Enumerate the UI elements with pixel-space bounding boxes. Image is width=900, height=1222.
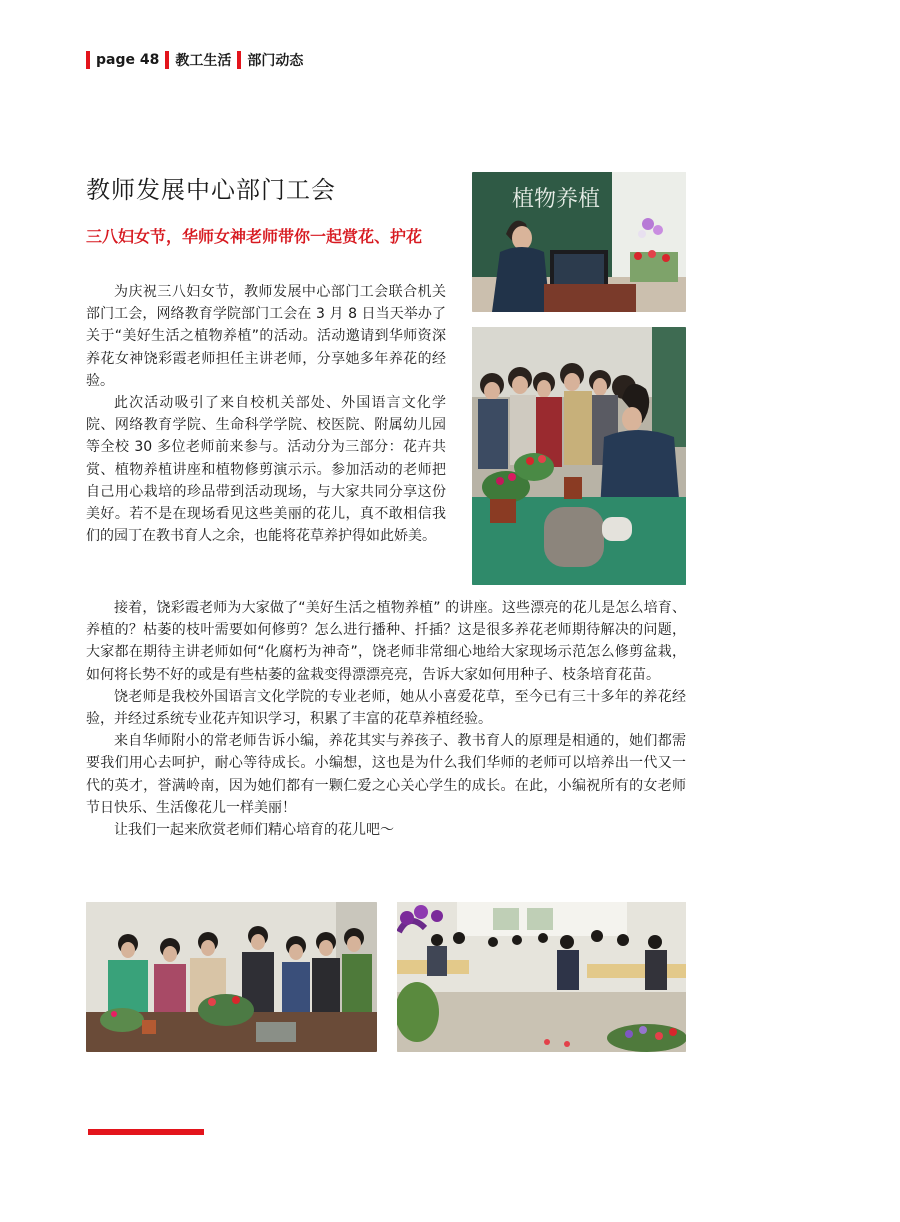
article-title: 教师发展中心部门工会 (86, 176, 336, 204)
paragraph: 此次活动吸引了来自校机关部处、外国语言文化学院、网络教育学院、生命科学学院、校医院、附属幼儿园等全校 30 多位老师前来参与。活动分为三部分：花卉共赏、植物养植讲座和植物修剪演示示。参加活动的老师把自己用心栽培的珍品带到活动现场，与大家共同分享这份美好。若不是在现场看见这些美丽的花儿，真不敢相信我们的园丁在教书育人之余，也能将花草养护得如此娇美。 (86, 395, 446, 545)
photo-group-illustration (86, 902, 377, 1052)
section-label: 教工生活 (175, 53, 232, 69)
article-body-narrow (86, 281, 446, 547)
photo-pruning-demo (472, 327, 686, 585)
paragraph: 让我们一起来欣赏老师们精心培育的花儿吧～ (114, 822, 394, 839)
paragraph: 为庆祝三八妇女节，教师发展中心部门工会联合机关部门工会，网络教育学院部门工会在 3 月 8 日当天举办了关于“美好生活之植物养植”的活动。活动邀请到华师资深养花女神饶彩霞老师担任主讲老师，分享她多年养花的经验。 (86, 284, 446, 389)
header-bar (237, 51, 241, 69)
article-body-wide (86, 597, 686, 841)
photo-audience-illustration (397, 902, 686, 1052)
photo-lecture (472, 172, 686, 312)
header-bar (86, 51, 90, 69)
footer-accent-line (88, 1129, 204, 1135)
subsection-label: 部门动态 (247, 53, 304, 69)
photo-audience (397, 902, 686, 1052)
page-header (86, 50, 303, 70)
page-number: page 48 (96, 52, 160, 68)
photo-lecture-illustration (472, 172, 686, 312)
paragraph: 来自华师附小的常老师告诉小编，养花其实与养孩子、教书育人的原理是相通的，她们都需要我们用心去呵护，耐心等待成长。小编想，这也是为什么我们华师的老师可以培养出一代又一代的英才，誉满岭南，因为她们都有一颗仁爱之心关心学生的成长。在此，小编祝所有的女老师节日快乐、生活像花儿一样美丽！ (86, 733, 686, 816)
article-subtitle: 三八妇女节，华师女神老师带你一起赏花、护花 (86, 227, 423, 246)
header-bar (165, 51, 169, 69)
board-text: 植物养植 (512, 187, 601, 212)
paragraph: 饶老师是我校外国语言文化学院的专业老师，她从小喜爱花草，至今已有三十多年的养花经验，并经过系统专业花卉知识学习，积累了丰富的花草养植经验。 (86, 688, 686, 728)
paragraph: 接着，饶彩霞老师为大家做了“美好生活之植物养植” 的讲座。这些漂亮的花儿是怎么培育、养植的？枯萎的枝叶需要如何修剪？怎么进行播种、扦插？这是很多养花老师期待解决的问题，大家都在期待主讲老师如何“化腐朽为神奇”，饶老师非常细心地给大家现场示范怎么修剪盆栽，如何将长势不好的或是有些枯萎的盆栽变得漂漂亮亮，告诉大家如何用种子、枝条培育花苗。 (86, 600, 686, 683)
photo-group-plants (86, 902, 377, 1052)
photo-pruning-illustration (472, 327, 686, 585)
